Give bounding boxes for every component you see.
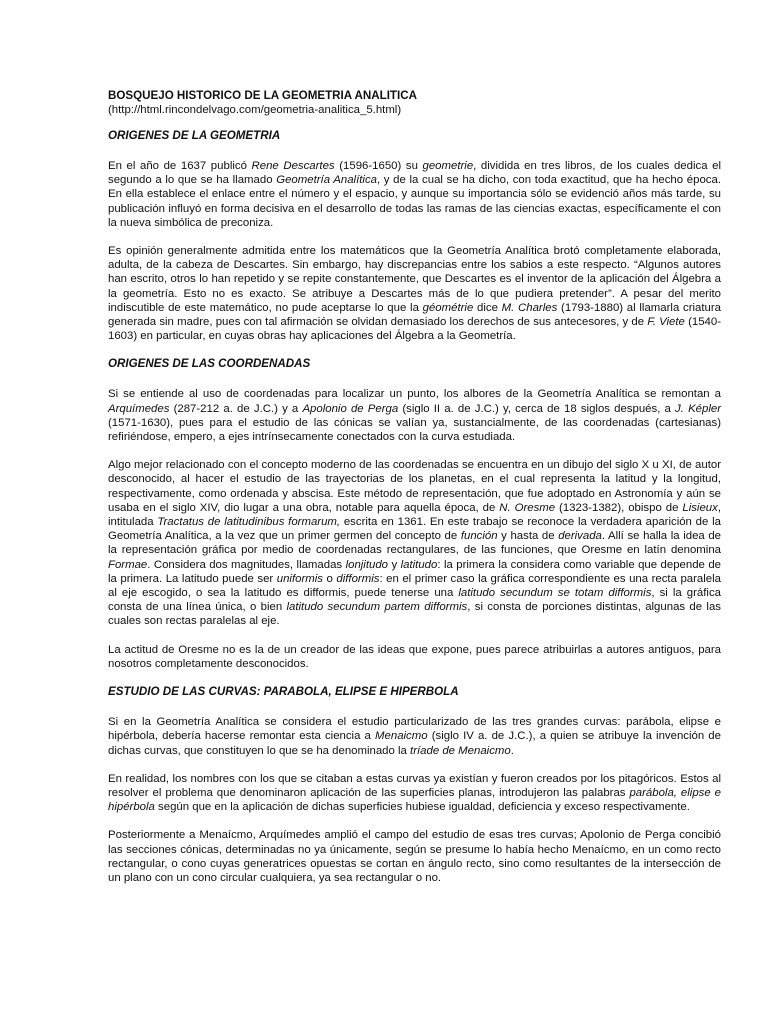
text-run: : la primera la considera como variable que depende de la primera. La latitudo puede ser [108, 558, 722, 585]
paragraph [108, 828, 721, 885]
italic-run: Lisieux [682, 501, 718, 514]
text-run: Si en la Geometría Analítica se considera el estudio particularizado de las tres grandes curvas: parábola, elipse e hipérbola, debería hacerse remontar esta ciencia a [108, 716, 721, 743]
text-run: (1571-1630), pues para el estudio de las cónicas se valían ya, sustancialmente, de las coordenadas (cartesianas) refiriéndose, empero, a ejes intrínsecamente conectados con la curva estudiada. [108, 416, 721, 444]
text-run: , si consta de porciones distintas, algunas de las cuales son rectas paralelas al eje. [108, 601, 721, 628]
italic-run: F. Viete [647, 316, 685, 329]
italic-run: Geometría Analítica [276, 174, 377, 187]
text-run: o [322, 572, 337, 585]
italic-run: función [460, 530, 498, 543]
italic-run: latitudo secundum partem difformis [286, 601, 468, 614]
paragraph [108, 643, 721, 671]
text-run: , dividida en tres libros, de los cuales dedica el segundo a lo que se ha llamado [108, 160, 721, 187]
italic-run: derivada [558, 530, 602, 543]
text-run: , intitulada [108, 501, 721, 529]
italic-run: difformis [336, 572, 380, 585]
italic-run: latitudo [400, 558, 438, 571]
italic-run: latitudo secundum se totam difformis [458, 587, 652, 600]
text-run: . Allí se halla la idea de la representación gráfica por medio de coordenadas rectangulares, de las funciones, que Oresme en latín denomina [108, 530, 722, 557]
text-run: y hasta de [497, 530, 559, 543]
italic-run: Menaicmo [375, 730, 428, 743]
italic-run: M. Charles [501, 301, 558, 314]
italic-run: N. Oresme [499, 501, 556, 514]
italic-run: tríade de Menaicmo [410, 744, 511, 757]
italic-run: lonjitudo [345, 558, 389, 571]
italic-run: parábola, elipse e hipérbola [108, 786, 721, 814]
text-run: (1323-1382), obispo de [555, 501, 683, 514]
italic-run: Arquímedes [108, 402, 170, 415]
italic-run: uniformis [276, 572, 323, 585]
italic-run: Apolonio de Perga [302, 402, 399, 415]
text-run: (1540-1603) en particular, en cuyas obras hay aplicaciones del Álgebra a la Geometría. [108, 316, 722, 343]
text-run: . [510, 744, 514, 757]
section-heading: ORIGENES DE LAS COORDENADAS [108, 357, 311, 371]
text-run: (287-212 a. de J.C.) y a [169, 402, 303, 415]
text-run: En realidad, los nombres con los que se citaban a estas curvas ya existían y fueron creados por los pitagóricos. Estos al resolver el problema que denominaron aplicación de las superficies planas, introdujeron las palabras [108, 772, 721, 799]
paragraph [108, 772, 721, 815]
text-run: En el año de 1637 publicó [108, 160, 252, 172]
source-url: (http://html.rincondelvago.com/geometria-analitica_5.html) [108, 104, 402, 116]
paragraph [108, 715, 721, 758]
text-run: , y de la cual se ha dicho, con toda exactitud, que ha hecho época. En ella establece el enlace entre el número y el espacio, y aunque su importancia sólo se evidenció años más tarde, su publicación influyó en forma decisiva en el desarrollo de todas las ramas de las ciencias exactas, específicamente el con la nueva simbólica de preconiza. [108, 174, 721, 229]
document-page [108, 89, 721, 899]
text-run: Algo mejor relacionado con el concepto moderno de las coordenadas se encuentra en un dibujo del siglo X u XI, de autor desconocido, al hacer el estudio de las trayectorias de los planetas, en el cual representa la latitud y la longitud, respectivamente, como ordenada y abscisa. Este método de representación, que fue adoptado en Astronomía y aún se usaba en el siglo XIV, dio lugar a una obra, notable para aquella época, de [108, 459, 721, 514]
document-body [108, 129, 721, 885]
text-run: y [388, 558, 401, 571]
paragraph [108, 387, 721, 444]
text-run: (siglo II a. de J.C.) y, cerca de 18 siglos después, a [398, 402, 676, 415]
italic-run: Formae [108, 558, 148, 571]
text-run: Es opinión generalmente admitida entre los matemáticos que la Geometría Analítica brotó completamente elaborada, adulta, de la cabeza de Descartes. Sin embargo, hay discrepancias entre los sabios a este respecto. “Algunos autores han escrito, otros lo han repetido y se repite constantemente, que Descartes es el inventor de la aplicación del Álgebra a la geometría. Esto no es exacto. Se atribuye a Descartes más de lo que pudiera pretender”. A pesar del merito indiscutible de este matemático, no pude aceptarse lo que la [108, 245, 721, 314]
section-heading: ESTUDIO DE LAS CURVAS: PARABOLA, ELIPSE E HIPERBOLA [108, 685, 459, 699]
text-run: (siglo IV a. de J.C.), a quien se atribuye la invención de dichas curvas, que constituyen lo que se ha denominado la [108, 730, 721, 757]
text-run: La actitud de Oresme no es la de un creador de las ideas que expone, pues parece atribuirlas a autores antiguos, para nosotros completamente desconocidos. [108, 643, 721, 670]
italic-run: geometrie [422, 160, 474, 172]
text-run: , si la gráfica consta de una línea única, o bien [108, 587, 721, 614]
paragraph [108, 244, 721, 343]
italic-run: Rene Descartes [251, 160, 335, 172]
paragraph [108, 458, 721, 628]
paragraph [108, 159, 721, 230]
italic-run: géométrie [422, 301, 474, 314]
text-run: según que en la aplicación de dichas superficies hubiese igualdad, deficiencia y exceso respectivamente. [154, 801, 690, 814]
text-run: . Considera dos magnitudes, llamadas [147, 558, 346, 571]
italic-run: Tractatus de latitudinibus formarum, [157, 516, 341, 529]
text-run: (1793-1880) al llamarla criatura generada sin madre, pues con tal afirmación se olvidan demasiado los derechos de sus antecesores, y de [108, 301, 721, 329]
text-run: Si se entiende al uso de coordenadas para localizar un punto, los albores de la Geometría Analítica se remontan a [108, 388, 721, 401]
text-run: (1596-1650) su [334, 160, 423, 172]
text-run: Posteriormente a Menaícmo, Arquímedes amplió el campo del estudio de esas tres curvas; Apolonio de Perga concibió las secciones cónicas, determinadas no ya únicamente, según se presume lo había hecho Menaícmo, en un como recto rectangular, o cono cuyas generatrices opuestas se cortan en ángulo recto, sino como resultantes de la intersección de un plano con un cono circular cualquiera, ya sea rectangular o no. [108, 829, 721, 884]
document-title: BOSQUEJO HISTORICO DE LA GEOMETRIA ANALITICA [108, 89, 417, 102]
section-heading: ORIGENES DE LA GEOMETRIA [108, 129, 281, 142]
text-run: escrita en 1361. En este trabajo se reconoce la verdadera aparición de la Geometría Analítica, a la vez que un primer germen del concepto de [108, 516, 721, 543]
text-run: dice [473, 301, 502, 314]
text-run: : en el primer caso la gráfica correspondiente es una recta paralela al eje escogido, o sea la latitudo es difformis, puede tenerse una [108, 572, 721, 600]
italic-run: J. Képler [675, 402, 722, 415]
